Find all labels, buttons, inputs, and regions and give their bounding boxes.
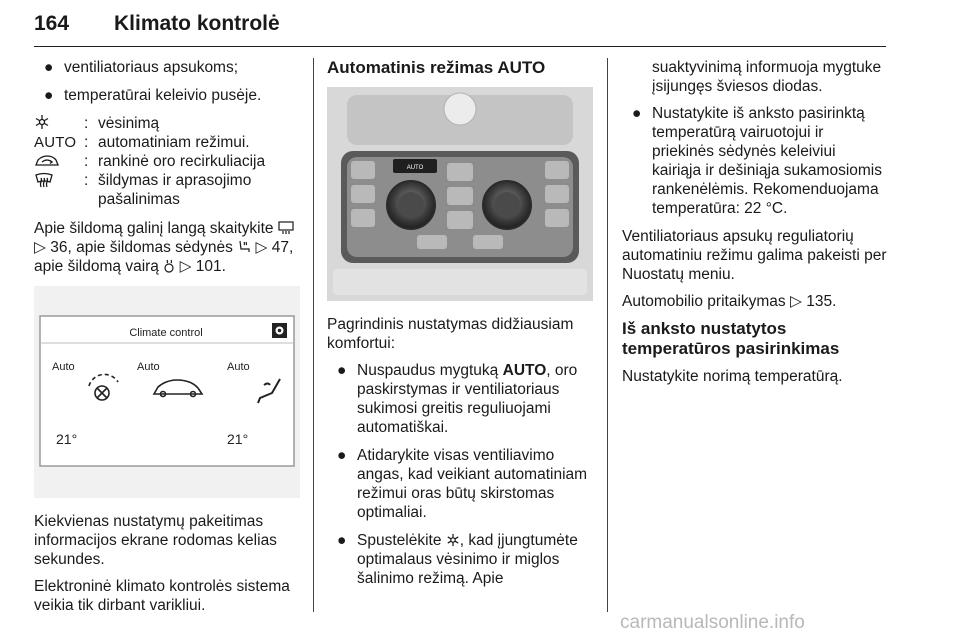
- heated-steering-wheel-icon: [163, 259, 175, 273]
- page-header: [34, 4, 886, 47]
- paragraph-continuation: suaktyvinimą informuoja mygtuke įsijungęs šviesos diodas.: [652, 59, 882, 95]
- list-item: ● Spustelėkite , kad įjungtumėte optimalaus vėsinimo ir miglos šalinimo režimą. Apie: [337, 532, 578, 587]
- list-item: ● ventiliatoriaus apsukoms;: [44, 59, 239, 76]
- heated-seat-icon: [237, 240, 251, 254]
- page-number: 164: [34, 12, 70, 35]
- watermark: carmanualsonline.info: [620, 612, 805, 633]
- list-item: ● Nustatykite iš anksto pasirinktą temperatūrą vairuotojui ir priekinės sėdynės keleiviui kairiąja ir dešiniąja sukamosiomis rankenėlėmis. Rekomenduojama temperatūra: 22 °C.: [632, 105, 883, 217]
- page-title: Klimato kontrolė: [114, 12, 280, 35]
- column-divider-1: [313, 58, 314, 612]
- bullet-list-auto: [327, 361, 593, 588]
- paragraph-fan-settings: Ventiliatoriaus apsukų reguliatorių automatiniu režimu galima pakeisti per Nuostatų meniu.: [622, 228, 887, 283]
- bullet-list-1: [34, 58, 300, 105]
- definition-row: : rankinė oro recirkuliacija: [34, 152, 300, 171]
- page-ref-arrow: ▷: [790, 293, 802, 310]
- rear-window-heating-icon: [278, 221, 294, 235]
- list-item: ● temperatūrai keleivio pusėje.: [44, 87, 262, 104]
- page-ref-arrow: ▷: [255, 239, 268, 256]
- climate-display-figure: [34, 286, 300, 498]
- paragraph-display-info: Kiekvienas nustatymų pakeitimas informacijos ekrane rodomas kelias sekundes.: [34, 513, 277, 568]
- auto-key-label: AUTO: [34, 134, 77, 151]
- page-ref-arrow: ▷: [179, 258, 192, 275]
- definition-list: [34, 114, 300, 209]
- paragraph-engine-running: Elektroninė klimato kontrolės sistema veikia tik dirbant varikliui.: [34, 578, 290, 614]
- definition-row: AUTO : automatiniam režimui.: [34, 134, 250, 151]
- auto-button-label: AUTO: [406, 165, 424, 171]
- windscreen-defrost-icon: [34, 172, 54, 188]
- list-item: ● Atidarykite visas ventiliavimo angas, kad veikiant automatiniam režimui oras būtų skirstomas optimaliai.: [337, 447, 588, 521]
- paragraph-vehicle-customization: Automobilio pritaikymas ▷ 135.: [622, 293, 837, 310]
- section-heading-auto: Automatinis režimas AUTO: [327, 58, 546, 77]
- temp-right-value: 21°: [227, 431, 249, 447]
- column-divider-2: [607, 58, 608, 612]
- paragraph-heating-references: Apie šildomą galinį langą skaitykite ▷ 36, apie šildomas sėdynės ▷ 47, apie šildomą vairą ▷ 101.: [34, 220, 294, 275]
- climate-panel-figure: [327, 87, 593, 301]
- column-1: [34, 58, 300, 623]
- auto-left-label: Auto: [52, 361, 75, 373]
- auto-mid-label: Auto: [137, 361, 160, 373]
- auto-right-label: Auto: [227, 361, 250, 373]
- paragraph-intro: Pagrindinis nustatymas didžiausiam komfortui:: [327, 316, 574, 352]
- list-item: ● Nuspaudus mygtuką AUTO, oro paskirstymas ir ventiliatoriaus sukimosi greitis reguliuojami automatiškai.: [337, 362, 578, 436]
- paragraph-set-temperature: Nustatykite norimą temperatūrą.: [622, 368, 843, 385]
- bullet-list-temp: [622, 104, 888, 218]
- snowflake-icon: [34, 114, 50, 130]
- snowflake-icon: [446, 533, 460, 547]
- page-ref-arrow: ▷: [34, 239, 46, 256]
- car-recirculation-icon: [34, 153, 60, 169]
- temp-left-value: 21°: [56, 431, 78, 447]
- definition-row: : šildymas ir aprasojimo pašalinimas: [34, 171, 300, 209]
- settings-gear-icon: [272, 323, 287, 338]
- section-heading-preset-temperature: Iš anksto nustatytos temperatūros pasirinkimas: [622, 319, 840, 358]
- column-2: [327, 58, 593, 597]
- definition-row: : vėsinimą: [34, 114, 300, 133]
- display-title: Climate control: [129, 327, 203, 339]
- column-3: [622, 58, 888, 394]
